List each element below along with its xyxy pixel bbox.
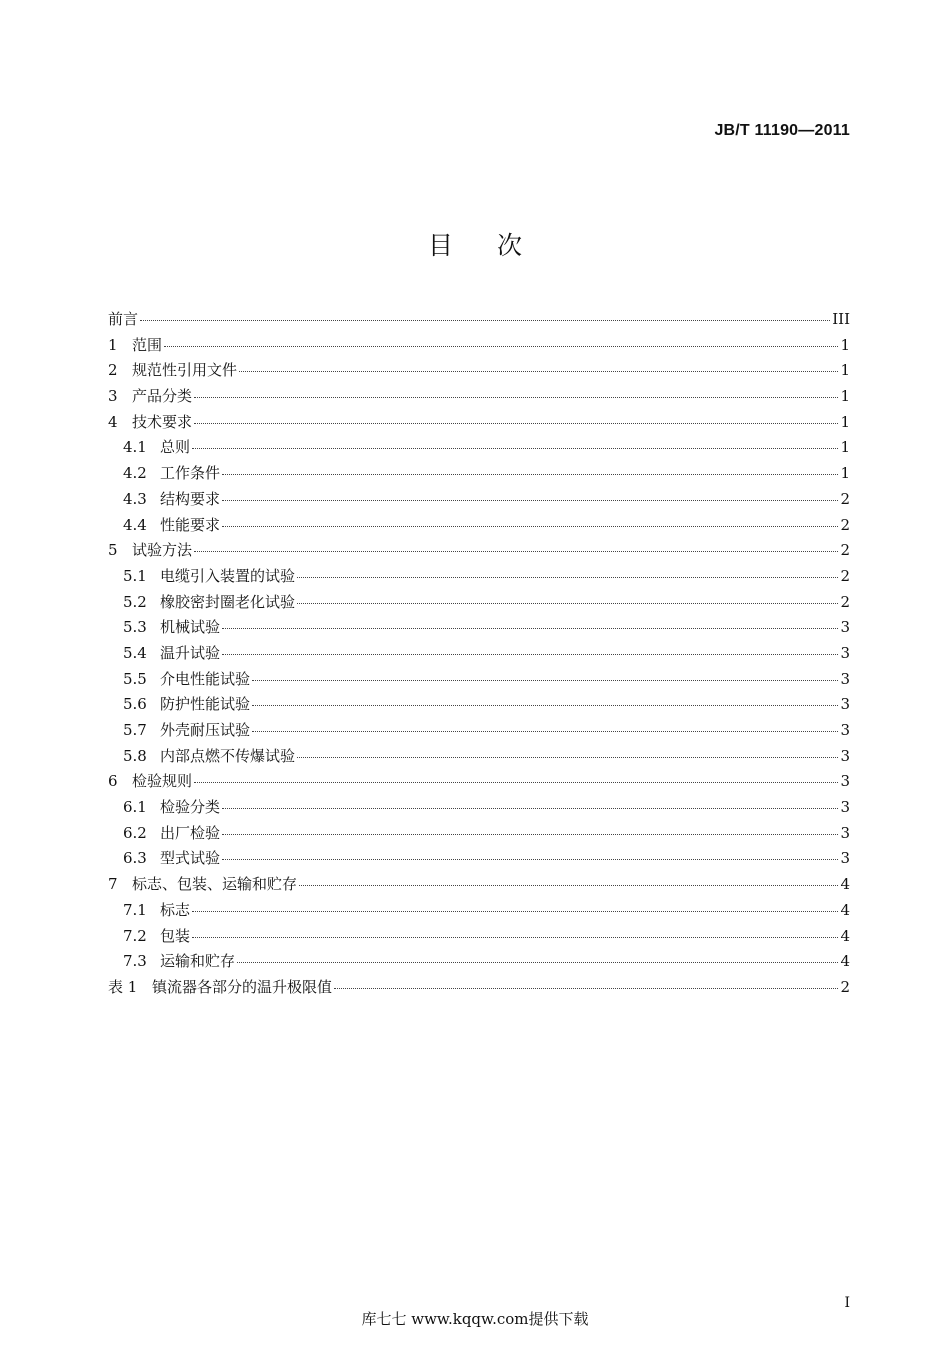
toc-entry[interactable] [108,307,850,333]
toc-entry-number: 5.7 [123,721,147,739]
toc-entry-page: 3 [840,772,850,791]
toc-entry-label: 标志、包装、运输和贮存 [132,875,298,894]
toc-entry[interactable] [108,692,850,718]
toc-entry-label: 运输和贮存 [160,952,236,971]
page-title: 目次 [427,231,566,260]
leader-dots [164,346,838,347]
toc-entry-number: 7.2 [123,926,147,945]
toc-entry[interactable] [108,435,850,461]
leader-dots [194,551,838,552]
leader-dots [222,834,838,835]
toc-entry-number: 5 [108,541,118,560]
toc-entry-table[interactable] [108,975,850,1001]
toc-entry[interactable] [108,384,850,410]
toc-entry-label: 前言 [108,310,139,328]
toc-entry-number: 5.6 [123,695,147,714]
toc-entry-page: 3 [840,721,850,739]
toc-entry-page: 3 [840,746,850,765]
toc-entry-label: 试验方法 [132,541,193,560]
leader-dots [252,705,838,706]
toc-entry-number: 7 [108,875,118,894]
toc-entry-label: 橡胶密封圈老化试验 [160,592,296,611]
leader-dots [299,885,838,886]
toc-entry[interactable] [108,949,850,975]
toc-entry[interactable] [108,846,850,872]
toc-entry-label: 机械试验 [160,618,221,637]
leader-dots [252,731,838,732]
toc-entry[interactable] [108,358,850,384]
leader-dots [194,782,838,783]
toc-entry[interactable] [108,744,850,770]
toc-entry[interactable] [108,872,850,898]
standard-number: JB/T 11190—2011 [714,122,850,139]
leader-dots [297,603,838,604]
toc-entry[interactable] [108,590,850,616]
toc-entry-number: 6.2 [123,823,147,842]
toc-entry[interactable] [108,538,850,564]
toc-entry[interactable] [108,769,850,795]
toc-entry-page: 1 [840,361,850,380]
leader-dots [194,423,838,424]
toc-entry-label: 防护性能试验 [160,695,251,714]
toc-entry-page: 3 [840,849,850,868]
toc-entry-page: 3 [840,695,850,714]
toc-entry-label: 检验规则 [132,772,193,791]
toc-entry-page: 3 [840,618,850,637]
toc-entry-page: 3 [840,823,850,842]
toc-entry-page: 3 [840,798,850,817]
toc-entry-page: 4 [840,952,850,971]
leader-dots [222,808,838,809]
leader-dots [222,526,838,527]
toc-entry-page: 3 [840,669,850,688]
toc-entry-page: 4 [840,926,850,945]
toc-entry[interactable] [108,795,850,821]
toc-entry-number: 7.1 [123,900,147,919]
toc-entry[interactable] [108,333,850,359]
toc-entry-page: 1 [840,412,850,431]
toc-entry-page: 2 [840,592,850,611]
toc-entry-page: 2 [840,489,850,508]
leader-dots [194,397,838,398]
toc-entry-label: 性能要求 [160,515,221,534]
toc-entry-number: 1 [108,335,118,354]
toc-entry-number: 4.1 [123,438,147,457]
toc-entry[interactable] [108,898,850,924]
leader-dots [192,911,838,912]
toc-entry-page: III [832,310,850,328]
leader-dots [222,628,838,629]
leader-dots [222,859,838,860]
toc-entry-number: 7.3 [123,952,147,971]
toc-entry-page: 4 [840,875,850,894]
toc-entry-page: 3 [840,643,850,662]
toc-entry-number: 2 [108,361,118,380]
leader-dots [140,320,830,321]
toc-entry-page: 4 [840,900,850,919]
toc-entry-number: 5.4 [123,643,147,662]
toc-entry[interactable] [108,564,850,590]
leader-dots [252,680,838,681]
toc-entry-page: 1 [840,464,850,483]
toc-entry-label: 产品分类 [132,387,193,406]
toc-entry[interactable] [108,410,850,436]
leader-dots [334,988,838,989]
toc-entry-number: 表 1 [108,977,138,996]
toc-entry-label: 镇流器各部分的温升极限值 [152,977,333,996]
leader-dots [239,371,838,372]
toc-entry-label: 温升试验 [160,643,221,662]
leader-dots [192,448,838,449]
toc-entry-label: 标志 [160,900,191,919]
toc-entry-label: 外壳耐压试验 [160,721,251,739]
toc-entry-label: 电缆引入装置的试验 [160,566,296,585]
toc-entry-page: 1 [840,387,850,406]
toc-entry-page: 1 [840,438,850,457]
toc-entry-number: 5.2 [123,592,147,611]
toc-entry[interactable] [108,667,850,693]
leader-dots [297,577,838,578]
toc-entry-label: 技术要求 [132,412,193,431]
leader-dots [222,474,838,475]
toc-entry[interactable] [108,513,850,539]
toc-entry-number: 6.3 [123,849,147,868]
page-number: I [844,1295,850,1311]
toc-entry-page: 1 [840,335,850,354]
leader-dots [237,962,838,963]
toc-entry-label: 范围 [132,335,163,354]
toc-entry-number: 5.1 [123,566,147,585]
toc-entry[interactable] [108,615,850,641]
toc-entry-label: 型式试验 [160,849,221,868]
toc-entry-number: 4.4 [123,515,147,534]
toc-entry-number: 6 [108,772,118,791]
toc-entry-page: 2 [840,515,850,534]
toc-entry-number: 4.3 [123,489,147,508]
table-of-contents [108,307,850,1001]
toc-entry-label: 内部点燃不传爆试验 [160,746,296,765]
toc-entry-label: 包装 [160,926,191,945]
toc-entry-number: 3 [108,387,118,406]
toc-entry-page: 2 [840,566,850,585]
toc-entry[interactable] [108,924,850,950]
toc-entry-page: 2 [840,541,850,560]
toc-entry[interactable] [108,487,850,513]
toc-entry-number: 5.5 [123,669,147,688]
toc-entry-label: 总则 [160,438,191,457]
toc-entry[interactable] [108,461,850,487]
toc-entry-page: 2 [840,977,850,996]
toc-entry-label: 规范性引用文件 [132,361,238,380]
toc-entry-number: 5.3 [123,618,147,637]
toc-entry-label: 结构要求 [160,489,221,508]
toc-entry-number: 4.2 [123,464,147,483]
toc-entry-label: 工作条件 [160,464,221,483]
toc-entry-number: 6.1 [123,798,147,817]
toc-entry-label: 出厂检验 [160,823,221,842]
toc-entry-label: 介电性能试验 [160,669,251,688]
toc-entry[interactable] [108,718,850,744]
leader-dots [297,757,838,758]
toc-entry[interactable] [108,821,850,847]
toc-entry-number: 5.8 [123,746,147,765]
leader-dots [192,937,838,938]
toc-entry-label: 检验分类 [160,798,221,817]
toc-entry-number: 4 [108,412,118,431]
footer-download-note: 库七七 www.kqqw.com提供下载 [361,1310,589,1328]
leader-dots [222,654,838,655]
toc-entry[interactable] [108,641,850,667]
leader-dots [222,500,838,501]
